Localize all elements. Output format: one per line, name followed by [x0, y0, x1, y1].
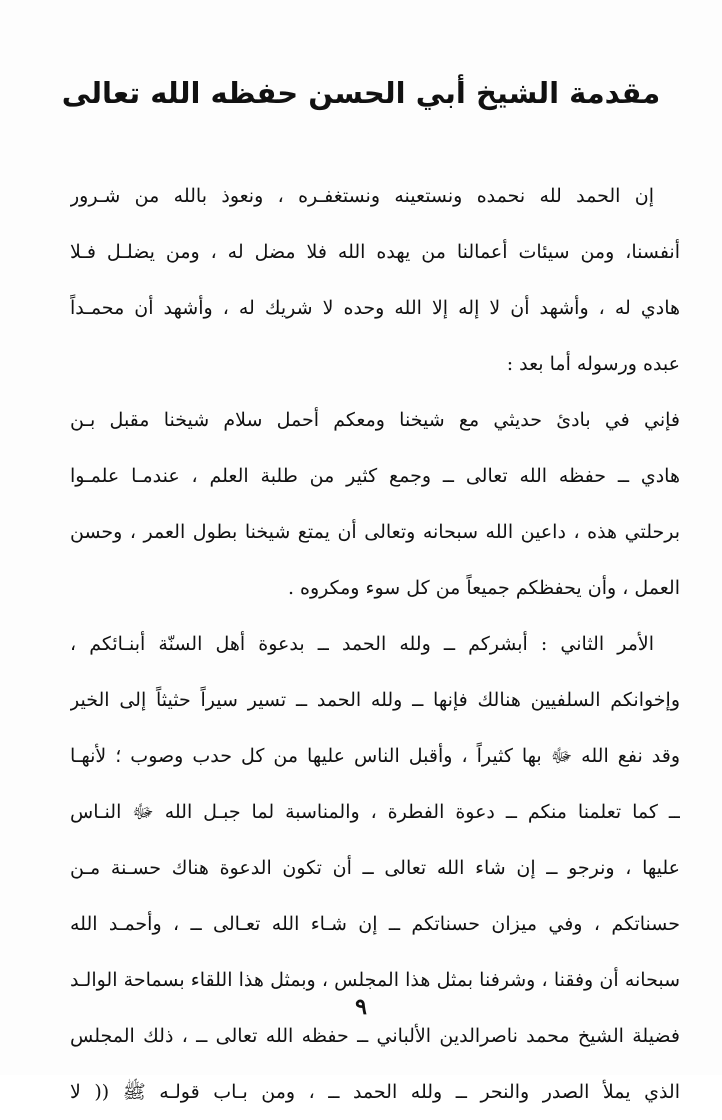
text-line: أنفسنا، ومن سيئات أعمالنا من يهده الله فلا مضل له ، ومن يضلـل فـلا: [70, 241, 680, 263]
text-line: وقد نفع الله ﷻ بها كثيراً ، وأقبل الناس عليها من كل حدب وصوب ؛ لأنهـا: [70, 745, 680, 767]
text-line: برحلتي هذه ، داعين الله سبحانه وتعالى أن يمتع شيخنا بطول العمر ، وحسن: [70, 521, 680, 543]
text-line: حسناتكم ، وفي ميزان حسناتكم ــ إن شـاء الله تعـالى ــ ، وأحمـد الله: [70, 913, 680, 935]
text-line: عليها ، ونرجو ــ إن شاء الله تعالى ــ أن تكون الدعوة هناك حسـنة مـن: [70, 857, 680, 879]
text-line: العمل ، وأن يحفظكم جميعاً من كل سوء ومكروه .: [287, 577, 680, 599]
text-line: ــ كما تعلمنا منكم ــ دعوة الفطرة ، والمناسبة لما جبـل الله ﷻ النـاس: [70, 801, 680, 823]
body-text: [70, 168, 680, 1120]
text-line: الذي يملأ الصدر والنحر ــ ولله الحمد ــ ، ومن بـاب قولـه ﷺ (( لا: [70, 1081, 680, 1103]
page-title: مقدمة الشيخ أبي الحسن حفظه الله تعالى: [61, 76, 661, 110]
text-line: هادي ــ حفظه الله تعالى ــ وجمع كثير من طلبة العلم ، عندمـا علمـوا: [70, 465, 680, 487]
text-line: الأمر الثاني : أبشركم ــ ولله الحمد ــ بدعوة أهل السنّة أبنـائكم ،: [70, 633, 654, 655]
text-line: إن الحمد لله نحمده ونستعينه ونستغفـره ، ونعوذ بالله من شـرور: [70, 185, 654, 207]
text-line: فضيلة الشيخ محمد ناصرالدين الألباني ــ حفظه الله تعالى ــ ، ذلك المجلس: [70, 1025, 680, 1047]
page-number: ٩: [355, 994, 367, 1020]
text-line: فإني في بادئ حديثي مع شيخنا ومعكم أحمل سلام شيخنا مقبل بـن: [70, 409, 680, 431]
text-line: وإخوانكم السلفيين هنالك فإنها ــ ولله الحمد ــ تسير سيراً حثيثاً إلى الخير: [70, 689, 680, 711]
text-line: هادي له ، وأشهد أن لا إله إلا الله وحده لا شريك له ، وأشهد أن محمـداً: [70, 297, 680, 319]
text-line: عبده ورسوله أما بعد :: [506, 353, 680, 375]
text-line: سبحانه أن وفقنا ، وشرفنا بمثل هذا المجلس ، وبمثل هذا اللقاء بسماحة الوالـد: [70, 969, 680, 991]
